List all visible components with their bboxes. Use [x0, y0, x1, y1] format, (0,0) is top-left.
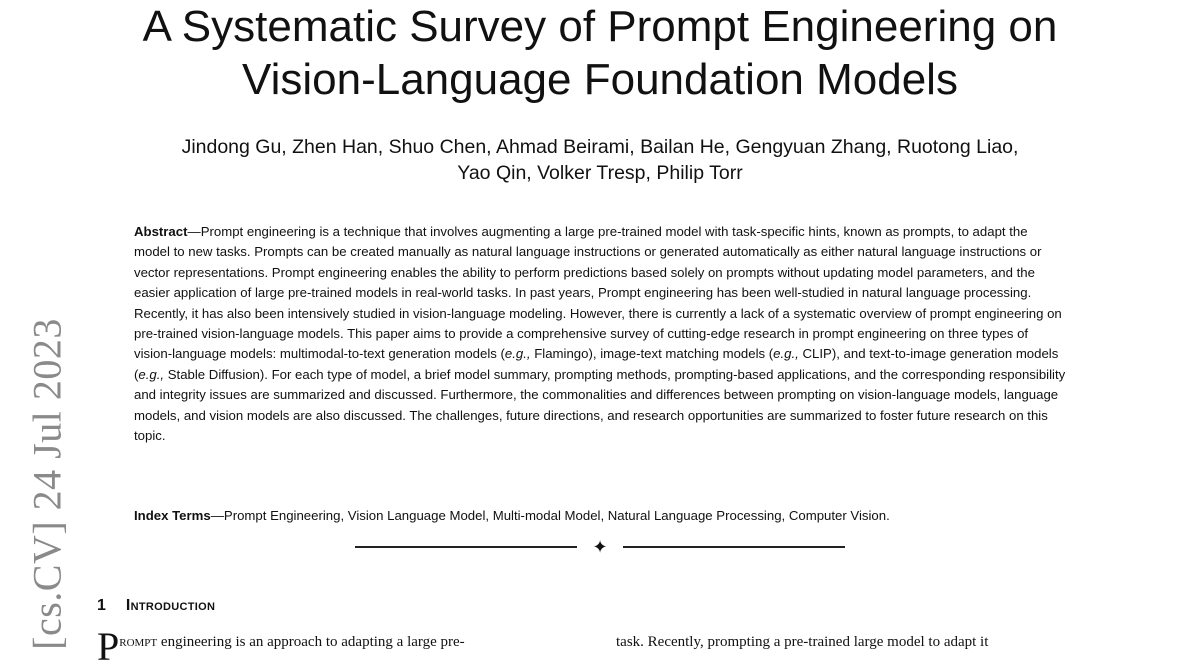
abstract-eg-1: e.g., — [504, 346, 531, 362]
abstract-eg-2: e.g., — [773, 346, 799, 362]
paper-title-line-2: Vision-Language Foundation Models — [242, 55, 958, 104]
section-divider-right-rule — [623, 546, 845, 548]
abstract — [134, 222, 1066, 446]
section-title: Introduction — [125, 597, 216, 614]
author-list — [0, 134, 1200, 186]
intro-right-text: task. Recently, prompting a pre-trained large model to adapt it — [616, 634, 989, 650]
paper-title-line-1: A Systematic Survey of Prompt Engineering on — [142, 2, 1058, 51]
abstract-text-b: Flamingo), image-text matching models ( — [530, 346, 774, 362]
arxiv-side-stamp: [cs.CV] 24 Jul 2023 — [24, 318, 70, 650]
abstract-text-c: CLIP), and text-to-image generation models ( — [134, 346, 1059, 382]
index-terms-label: Index Terms — [134, 508, 211, 523]
paper-title — [0, 0, 1200, 106]
intro-right-column — [616, 632, 1104, 652]
intro-small-caps: rompt — [119, 634, 158, 650]
abstract-label: Abstract — [134, 224, 188, 239]
author-list-line-1: Jindong Gu, Zhen Han, Shuo Chen, Ahmad Beirami, Bailan He, Gengyuan Zhang, Ruotong Liao, — [181, 136, 1019, 158]
section-heading-introduction — [97, 595, 215, 617]
index-terms — [134, 506, 1066, 526]
abstract-text-d: Stable Diffusion). For each type of model, a brief model summary, prompting methods, prompting-based applications, and the corresponding responsibility and integrity issues are summarized and discussed. Furthermore, the commonalities and differences between prompting on vision-language models, language models, and vision models are also discussed. The challenges, future directions, and research opportunities are summarized to foster future research on this topic. — [134, 366, 1066, 444]
drop-cap: P — [97, 624, 120, 669]
section-divider-left-rule — [355, 546, 577, 548]
intro-left-column — [97, 624, 597, 669]
abstract-eg-3: e.g., — [138, 366, 165, 382]
author-list-line-2: Yao Qin, Volker Tresp, Philip Torr — [457, 162, 743, 184]
section-divider-star-icon: ✦ — [592, 537, 608, 557]
section-number: 1 — [97, 597, 106, 614]
intro-left-text: engineering is an approach to adapting a large pre- — [157, 634, 465, 650]
abstract-text-a: —Prompt engineering is a technique that involves augmenting a large pre-trained model with task-specific hints, known as prompts, to adapt the model to new tasks. Prompts can be created manually as natural language instructions or generated automatically as either natural language instructions or vector representations. Prompt engineering enables the ability to perform predictions based solely on prompts without updating model parameters, and the easier application of large pre-trained models in real-world tasks. In past years, Prompt engineering has been well-studied in natural language processing. Recently, it has also been intensively studied in vision-language modeling. However, there is currently a lack of a systematic overview of prompt engineering on pre-trained vision-language models. This paper aims to provide a comprehensive survey of cutting-edge research in prompt engineering on three types of vision-language models: multimodal-to-text generation models ( — [134, 224, 1062, 362]
index-terms-text: —Prompt Engineering, Vision Language Model, Multi-modal Model, Natural Language Processing, Computer Vision. — [210, 508, 890, 523]
